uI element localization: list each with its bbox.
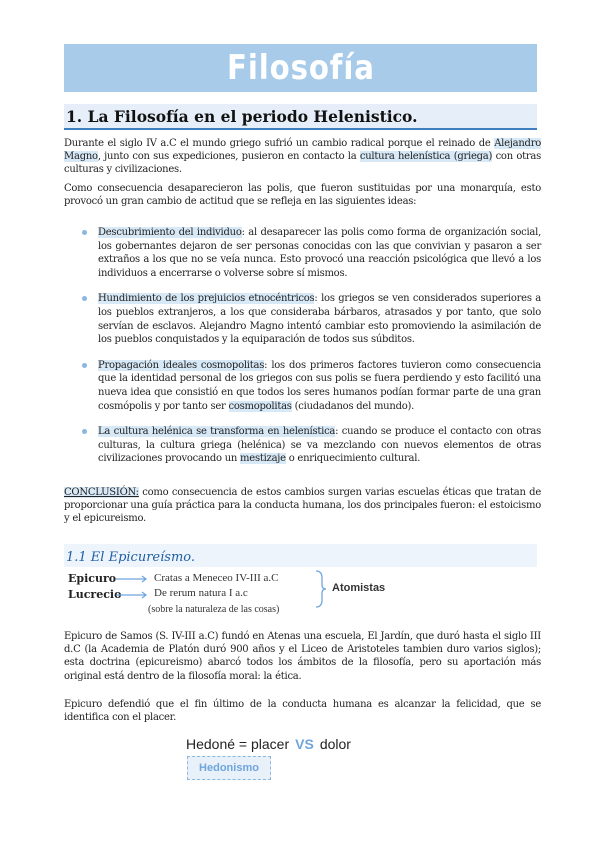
bullet-dot-icon — [82, 363, 87, 368]
felicidad-paragraph: Epicuro defendió que el fin último de la conducta humana es alcanzar la felicidad, que se identifica con el placer. — [64, 699, 541, 724]
bullet-text: : los griegos se ven considerados superiores a los pueblos extranjeros, a los que consideraba bárbaros, atrasados y por tanto, que solo servían de esclavos. Alejandro Magno intentó cambiar esto promoviendo la asimilación de los pueblos conquistados y la equiparación de todos sus súbditos. — [98, 293, 541, 346]
author-epicuro: Epicuro — [68, 572, 117, 585]
title-banner — [64, 44, 537, 92]
brace-icon — [314, 570, 328, 608]
bullet-text: : al desaparecer las polis como forma de organización social, los gobernantes dejaron de ser personas conocidas con las que convivian y pasaron a ser extraños a los que no se veía nunca. Esto provocó una reacción psicológica que llevó a los individuos a encerrarse o volverse sobre sí mismos. — [98, 227, 541, 279]
intro-highlight-cultura: cultura helenística (griega) — [359, 151, 493, 163]
bullet-highlight: cosmopolitas — [228, 400, 292, 412]
page-title: Filosofía — [226, 48, 375, 88]
arrow-right-icon — [114, 573, 152, 601]
work-rerum: De rerum natura I a.c — [154, 587, 248, 599]
bullet-dot-icon — [82, 296, 87, 301]
list-item — [80, 425, 541, 466]
bullet-key: Hundimiento de los prejuicios etnocéntricos — [98, 293, 315, 305]
work-subtitle: (sobre la naturaleza de las cosas) — [148, 604, 280, 615]
work-cartas: Cratas a Meneceo IV-III a.C — [154, 572, 279, 584]
bullet-key: Propagación ideales cosmopolitas — [98, 359, 265, 371]
bullet-dot-icon — [82, 230, 87, 235]
bullet-key: Descubrimiento del individuo — [98, 227, 242, 238]
group-atomistas: Atomistas — [332, 582, 386, 594]
conclusion-text: como consecuencia de estos cambios surgen varias escuelas éticas que tratan de proporcionar una guía práctica para la conducta humana, los dos principales fueron: el estoicismo y el epicureismo. — [64, 487, 541, 525]
subsection-heading — [64, 544, 537, 567]
equation-vs: VS — [295, 736, 314, 752]
conclusion-label: CONCLUSIÓN: — [64, 487, 139, 498]
author-lucrecio: Lucrecio — [68, 588, 122, 601]
intro-text-2: , junto con sus expediciones, pusieron en contacto la — [97, 151, 360, 163]
bullet-key: La cultura helénica se transforma en helenística — [98, 426, 336, 438]
bullet-highlight: mestizaje — [240, 453, 286, 465]
hedone-equation — [186, 736, 351, 752]
section-heading-text: 1. La Filosofía en el periodo Helenistico. — [66, 107, 418, 126]
bullet-text-end: (ciudadanos del mundo). — [291, 400, 415, 412]
intro-paragraph — [64, 137, 541, 177]
hedonismo-box: Hedonismo — [187, 756, 271, 780]
conclusion-paragraph — [64, 486, 541, 526]
list-item — [80, 292, 541, 346]
intro-highlight-alejandro: Alejandro Magno — [64, 138, 541, 163]
section-heading — [64, 104, 537, 130]
bullet-text-end: o enriquecimiento cultural. — [285, 453, 421, 465]
equation-left: Hedoné = placer — [186, 736, 290, 752]
intro-text-1: Durante el siglo IV a.C el mundo griego sufrió un cambio radical porque el reinado de — [64, 138, 495, 149]
bullet-text: : los dos primeros factores tuvieron como consecuencia que la identidad personal de los griegos con sus polis se fuera perdiendo y esto facilitó una nueva idea que consistió en que todos los seres humanos podían formar parte de una gran cosmópolis y por tanto ser — [98, 359, 541, 412]
consequence-paragraph: Como consecuencia desaparecieron las polis, que fueron sustituidas por una monarquía, esto provocó un gran cambio de actitud que se refleja en las siguientes ideas: — [64, 183, 541, 208]
equation-right: dolor — [319, 736, 351, 752]
list-item — [80, 359, 541, 413]
epicuro-paragraph: Epicuro de Samos (S. IV-III a.C) fundó en Atenas una escuela, El Jardín, que duró hasta el siglo III d.C (la Academia de Platón duró 900 años y el Liceo de Aristoteles tambien duro varios siglos); esta doctrina (epicureismo) abarcó todos los ámbitos de la filosofía, pero su aportación más original está dentro de la filosofía moral: la ética. — [64, 631, 541, 682]
bullet-dot-icon — [82, 429, 87, 434]
intro-text-3: con otras culturas y civilizaciones. — [64, 151, 541, 176]
list-item — [80, 226, 541, 280]
bullet-text: : cuando se produce el contacto con otras culturas, la cultura griega (helénica) se va mezclando con nuevos elementos de otras civilizaciones provocando un — [98, 426, 541, 465]
authors-scheme — [68, 568, 398, 616]
subsection-heading-text: 1.1 El Epicureísmo. — [66, 550, 196, 565]
ideas-list — [80, 226, 541, 478]
